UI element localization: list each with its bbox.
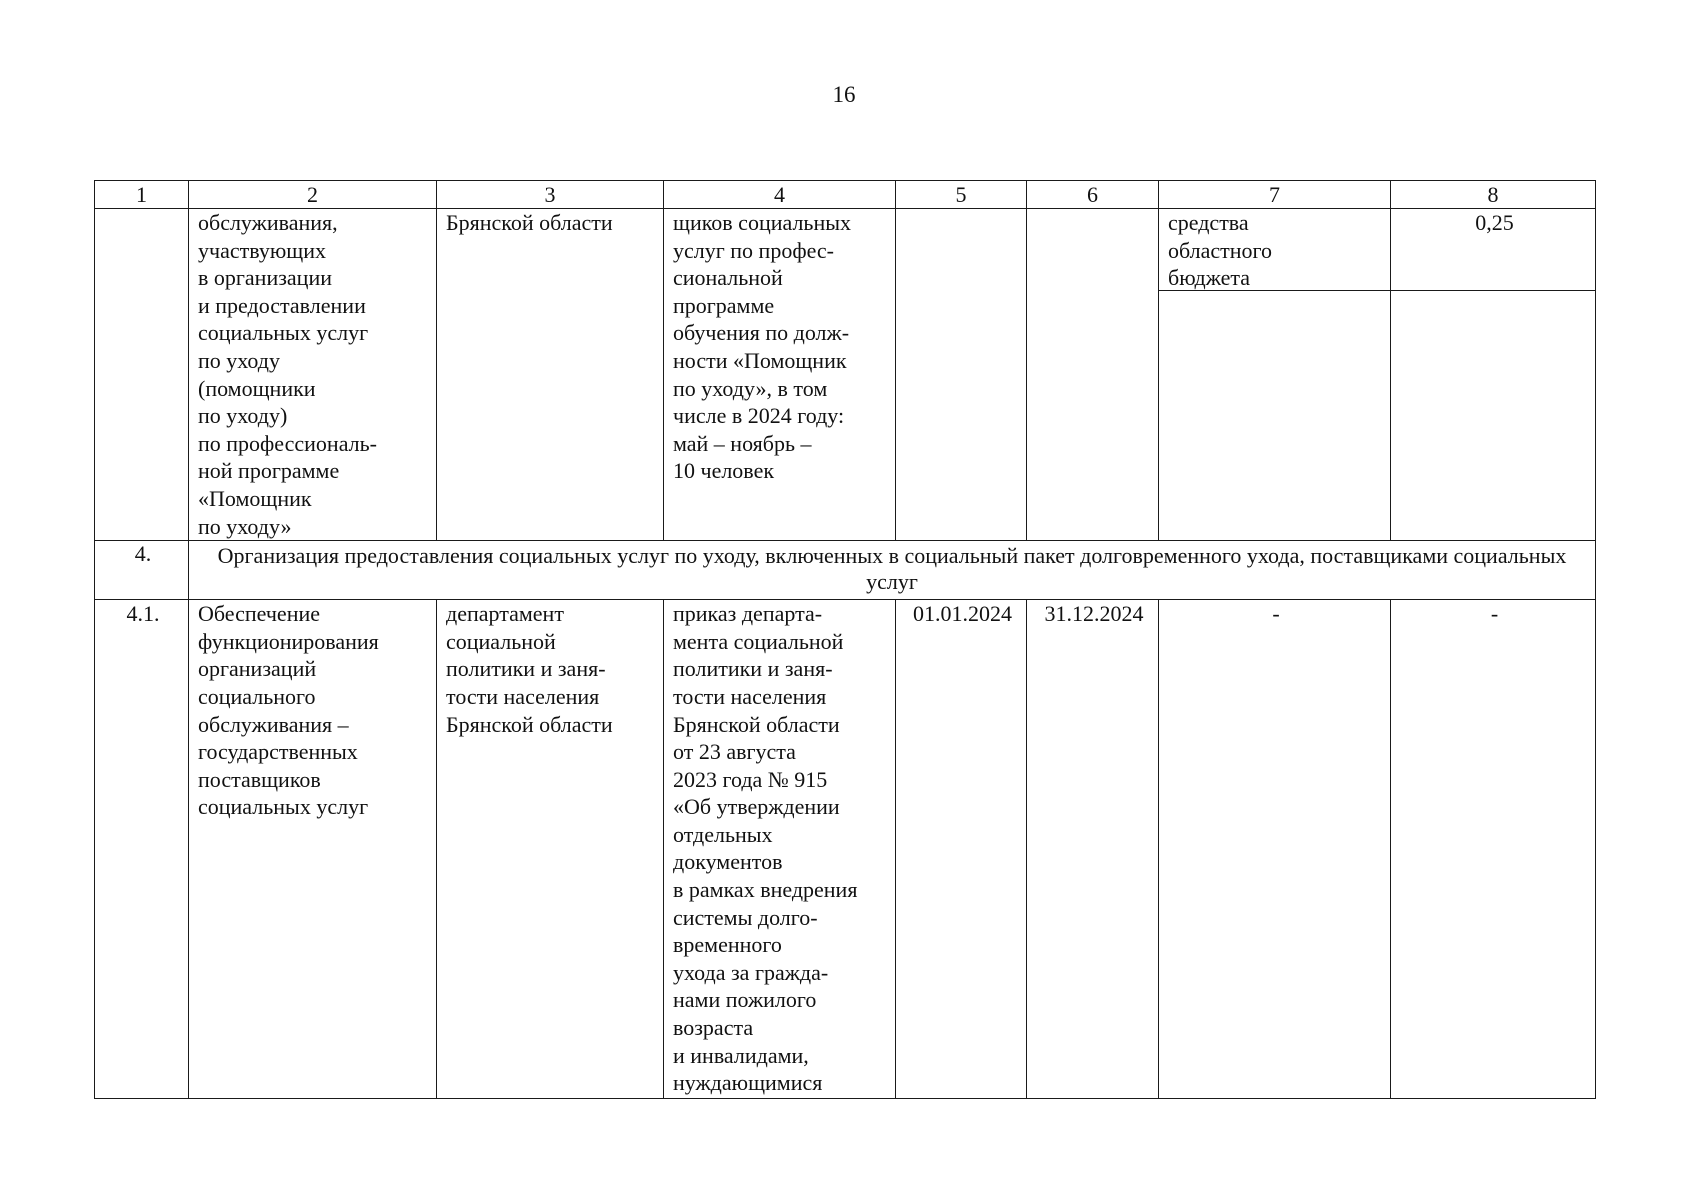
funding-amount-cell [1391, 209, 1596, 541]
table-row [95, 209, 1596, 541]
column-header: 3 [437, 181, 664, 209]
funding-source-text: средства областного бюджета [1159, 209, 1390, 291]
start-date-cell: 01.01.2024 [896, 600, 1027, 1099]
result-cell: щиков социальных услуг по профес- сиональной программе обучения по долж- ности «Помощник по уходу», в том числе в 2024 году: май – ноябрь – 10 человек [664, 209, 896, 541]
responsible-cell: Брянской области [437, 209, 664, 541]
column-header: 4 [664, 181, 896, 209]
plan-table [94, 180, 1596, 1099]
table-row [95, 600, 1596, 1099]
funding-amount-empty [1391, 291, 1595, 540]
column-header: 6 [1027, 181, 1159, 209]
column-header: 2 [189, 181, 437, 209]
section-row [95, 541, 1596, 600]
section-number-cell: 4. [95, 541, 189, 600]
funding-amount-cell: - [1391, 600, 1596, 1099]
column-header: 1 [95, 181, 189, 209]
activity-cell: Обеспечение функционирования организаций социального обслуживания – государственных поставщиков социальных услуг [189, 600, 437, 1099]
funding-source-cell: - [1159, 600, 1391, 1099]
funding-amount-text: 0,25 [1391, 209, 1595, 291]
page-number: 16 [832, 82, 856, 107]
table-header-row [95, 181, 1596, 209]
column-header: 8 [1391, 181, 1596, 209]
result-cell: приказ департа- мента социальной политики и заня- тости населения Брянской области от 23 августа 2023 года № 915 «Об утверждении отдельных документов в рамках внедрения системы долго- временного ухода за гражда- нами пожилого возраста и инвалидами, нуждающимися [664, 600, 896, 1099]
end-date-cell [1027, 209, 1159, 541]
funding-source-cell [1159, 209, 1391, 541]
start-date-cell [896, 209, 1027, 541]
activity-cell: обслуживания, участвующих в организации и предоставлении социальных услуг по уходу (помощники по уходу) по профессиональ- ной программе «Помощник по уходу» [189, 209, 437, 541]
column-header: 5 [896, 181, 1027, 209]
responsible-cell: департамент социальной политики и заня- тости населения Брянской области [437, 600, 664, 1099]
row-number-cell [95, 209, 189, 541]
column-header: 7 [1159, 181, 1391, 209]
section-title-cell: Организация предоставления социальных услуг по уходу, включенных в социальный пакет долговременного ухода, поставщиками социальных услуг [189, 541, 1596, 600]
funding-source-empty [1159, 291, 1390, 540]
end-date-cell: 31.12.2024 [1027, 600, 1159, 1099]
row-number-cell: 4.1. [95, 600, 189, 1099]
